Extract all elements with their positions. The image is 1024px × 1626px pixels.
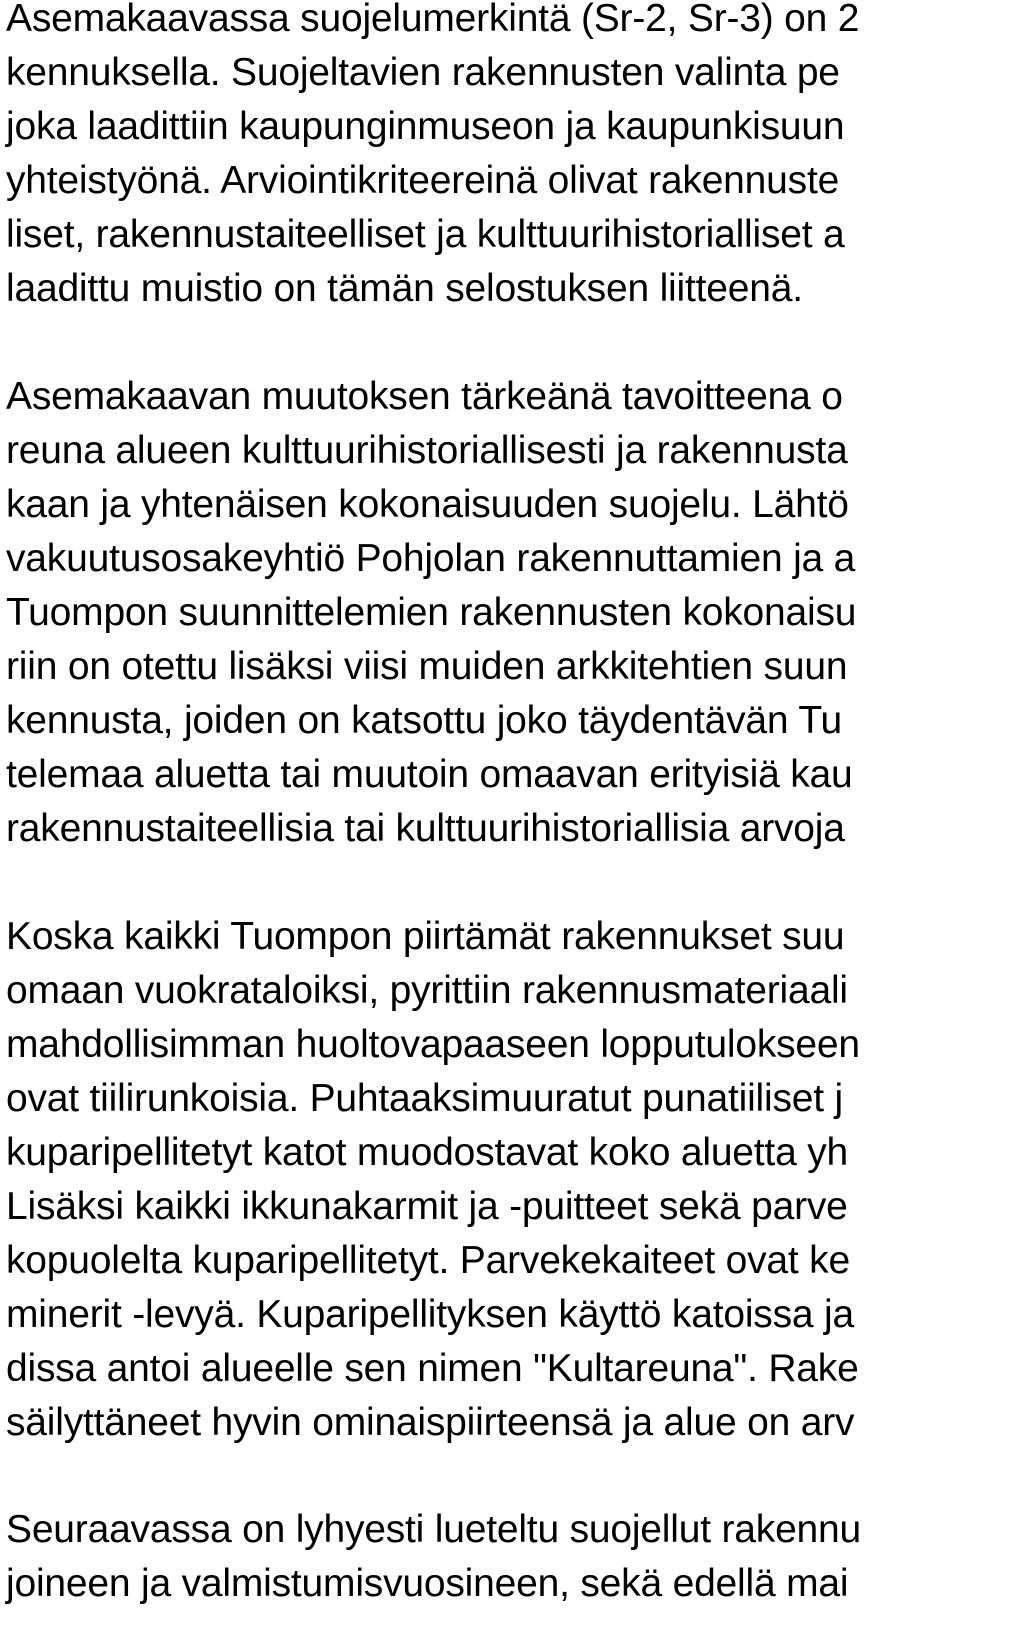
- text-line: kuparipellitetyt katot muodostavat koko aluetta yh: [6, 1131, 848, 1174]
- text-line: joka laadittiin kaupunginmuseon ja kaupunkisuun: [6, 105, 845, 148]
- text-line: kennusta, joiden on katsottu joko täydentävän Tu: [6, 699, 842, 742]
- text-line: Seuraavassa on lyhyesti lueteltu suojellut rakennu: [6, 1508, 862, 1551]
- paragraph-protection-designation: [6, 0, 859, 316]
- text-line: Lisäksi kaikki ikkunakarmit ja -puitteet sekä parve: [6, 1185, 848, 1228]
- text-line: laadittu muistio on tämän selostuksen liitteenä.: [6, 267, 803, 310]
- text-line: kopuolelta kuparipellitetyt. Parvekekaiteet ovat ke: [6, 1239, 850, 1282]
- text-line: säilyttäneet hyvin ominaispiirteensä ja alue on arv: [6, 1401, 855, 1444]
- text-line: ovat tiilirunkoisia. Puhtaaksimuuratut punatiiliset j: [6, 1077, 843, 1120]
- text-line: kaan ja yhtenäisen kokonaisuuden suojelu. Lähtö: [6, 483, 849, 526]
- text-line: minerit -levyä. Kuparipellityksen käyttö katoissa ja: [6, 1293, 854, 1336]
- text-line: dissa antoi alueelle sen nimen "Kultareuna". Rake: [6, 1347, 859, 1390]
- paragraph-building-materials: [6, 910, 860, 1450]
- text-line: liset, rakennustaiteelliset ja kulttuurihistorialliset a: [6, 213, 845, 256]
- text-line: reuna alueen kulttuurihistoriallisesti ja rakennusta: [6, 429, 848, 472]
- paragraph-plan-goal: [6, 370, 856, 856]
- text-line: omaan vuokrataloiksi, pyrittiin rakennusmateriaali: [6, 969, 848, 1012]
- text-line: Koska kaikki Tuompon piirtämät rakennukset suu: [6, 915, 845, 958]
- paragraph-protected-buildings-list: [6, 1503, 861, 1611]
- text-line: Tuompon suunnittelemien rakennusten kokonaisu: [6, 591, 857, 634]
- text-line: riin on otettu lisäksi viisi muiden arkkitehtien suun: [6, 645, 848, 688]
- text-line: joineen ja valmistumisvuosineen, sekä edellä mai: [6, 1562, 849, 1605]
- text-line: yhteistyönä. Arviointikriteereinä olivat rakennuste: [6, 159, 840, 202]
- text-line: mahdollisimman huoltovapaaseen lopputulokseen: [6, 1023, 860, 1066]
- text-line: Asemakaavassa suojelumerkintä (Sr-2, Sr-3) on 2: [6, 0, 860, 40]
- text-line: kennuksella. Suojeltavien rakennusten valinta pe: [6, 51, 840, 94]
- text-line: vakuutusosakeyhtiö Pohjolan rakennuttamien ja a: [6, 537, 856, 580]
- text-line: Asemakaavan muutoksen tärkeänä tavoitteena o: [6, 375, 843, 418]
- text-line: rakennustaiteellisia tai kulttuurihistoriallisia arvoja: [6, 807, 845, 850]
- text-line: telemaa aluetta tai muutoin omaavan erityisiä kau: [6, 753, 853, 796]
